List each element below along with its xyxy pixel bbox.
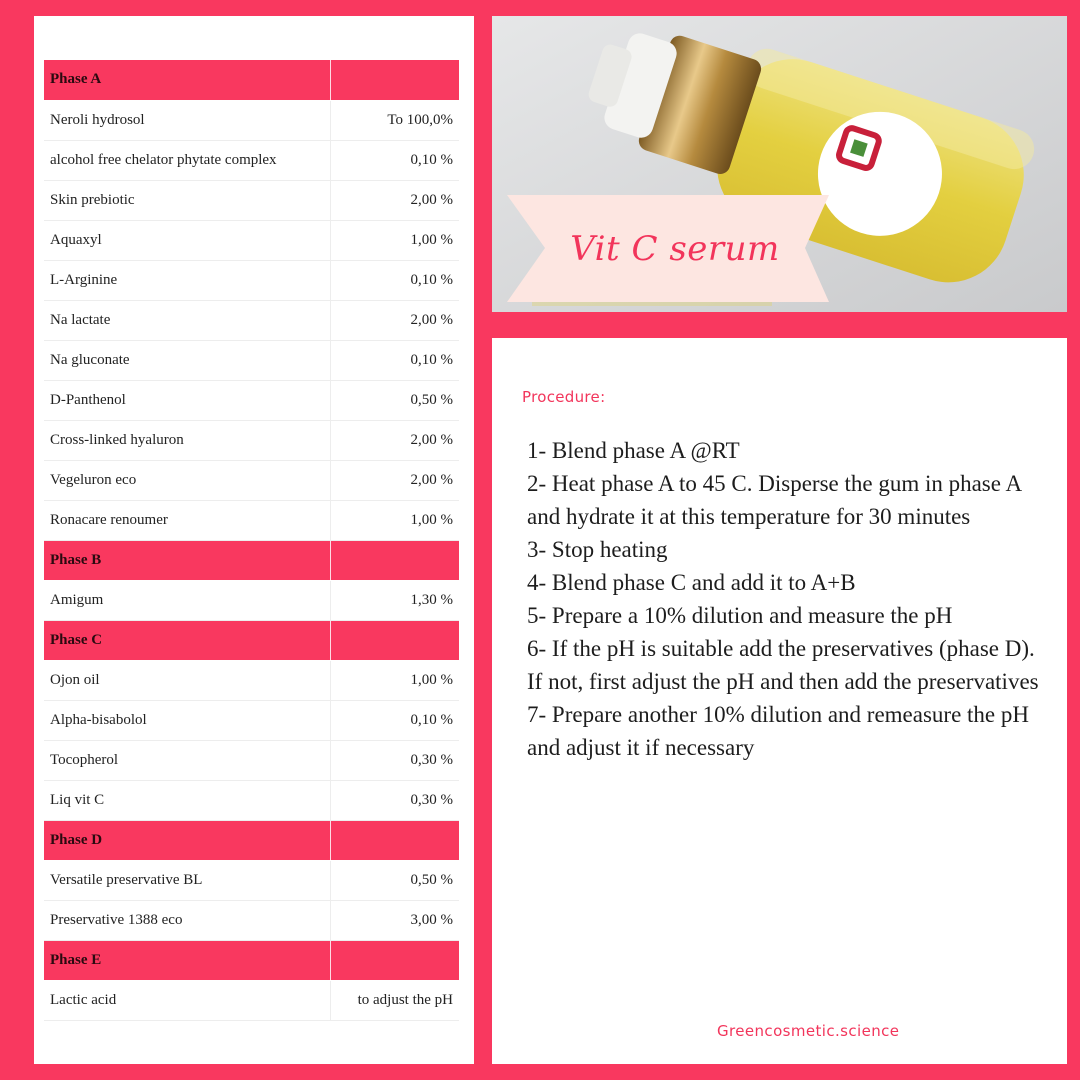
ingredient-amount: 0,10 % <box>330 140 459 180</box>
ingredient-amount: 1,00 % <box>330 660 459 700</box>
ingredient-name: D-Panthenol <box>44 380 330 420</box>
ingredient-amount: 1,00 % <box>330 220 459 260</box>
phase-header-row <box>44 620 459 660</box>
ingredient-amount: 2,00 % <box>330 300 459 340</box>
ingredient-amount: 2,00 % <box>330 420 459 460</box>
ingredient-row <box>44 860 459 900</box>
ingredient-row <box>44 260 459 300</box>
procedure-step: 2- Heat phase A to 45 C. Disperse the gum in phase A and hydrate it at this temperature for 30 minutes <box>527 471 1021 529</box>
procedure-step: 1- Blend phase A @RT <box>527 438 740 463</box>
ingredient-amount: 0,30 % <box>330 740 459 780</box>
ingredient-amount: 1,00 % <box>330 500 459 540</box>
procedure-step: 7- Prepare another 10% dilution and remeasure the pH and adjust it if necessary <box>527 702 1029 760</box>
ingredient-name: Lactic acid <box>44 980 330 1020</box>
ingredient-name: Skin prebiotic <box>44 180 330 220</box>
ingredient-name: Na gluconate <box>44 340 330 380</box>
phase-header-row <box>44 540 459 580</box>
phase-label: Phase D <box>44 820 330 860</box>
ingredient-name: Amigum <box>44 580 330 620</box>
ingredient-row <box>44 140 459 180</box>
ingredient-amount: 0,10 % <box>330 260 459 300</box>
ingredient-amount: 2,00 % <box>330 460 459 500</box>
ingredient-row <box>44 460 459 500</box>
ingredient-row <box>44 180 459 220</box>
phase-amount-cell <box>330 60 459 100</box>
phase-label: Phase B <box>44 540 330 580</box>
procedure-step: 5- Prepare a 10% dilution and measure the pH <box>527 603 953 628</box>
ingredient-row <box>44 220 459 260</box>
ingredient-row <box>44 340 459 380</box>
procedure-title: Procedure: <box>522 388 606 406</box>
ingredient-amount: 0,50 % <box>330 380 459 420</box>
procedure-steps <box>527 434 1047 764</box>
ingredient-amount: To 100,0% <box>330 100 459 140</box>
phase-amount-cell <box>330 940 459 980</box>
ingredient-amount: 0,10 % <box>330 700 459 740</box>
ingredient-name: Ronacare renoumer <box>44 500 330 540</box>
ingredient-amount: 1,30 % <box>330 580 459 620</box>
ingredient-row <box>44 380 459 420</box>
phase-header-row <box>44 940 459 980</box>
ingredient-row <box>44 420 459 460</box>
ingredient-name: Tocopherol <box>44 740 330 780</box>
procedure-step: 6- If the pH is suitable add the preservatives (phase D). If not, first adjust the pH and then add the preservatives <box>527 636 1039 694</box>
procedure-step: 3- Stop heating <box>527 537 668 562</box>
ingredient-row <box>44 780 459 820</box>
phase-amount-cell <box>330 540 459 580</box>
ingredient-name: Ojon oil <box>44 660 330 700</box>
ingredient-amount: to adjust the pH <box>330 980 459 1020</box>
ingredient-row <box>44 100 459 140</box>
ingredient-row <box>44 660 459 700</box>
page-title: Vit C serum <box>570 228 780 269</box>
ingredient-row <box>44 700 459 740</box>
ingredient-amount: 0,10 % <box>330 340 459 380</box>
ingredient-name: Na lactate <box>44 300 330 340</box>
ingredient-name: Preservative 1388 eco <box>44 900 330 940</box>
phase-label: Phase C <box>44 620 330 660</box>
ingredient-amount: 3,00 % <box>330 900 459 940</box>
formula-table <box>44 60 459 1021</box>
ingredient-row <box>44 500 459 540</box>
ingredient-row <box>44 900 459 940</box>
ingredient-row <box>44 300 459 340</box>
ingredient-amount: 2,00 % <box>330 180 459 220</box>
procedure-card <box>492 338 1067 1064</box>
ingredient-name: Alpha-bisabolol <box>44 700 330 740</box>
ingredient-row <box>44 740 459 780</box>
phase-amount-cell <box>330 620 459 660</box>
ingredient-name: Vegeluron eco <box>44 460 330 500</box>
ingredient-name: Neroli hydrosol <box>44 100 330 140</box>
ingredient-name: Liq vit C <box>44 780 330 820</box>
phase-header-row <box>44 820 459 860</box>
ingredient-amount: 0,50 % <box>330 860 459 900</box>
ingredient-amount: 0,30 % <box>330 780 459 820</box>
ingredient-row <box>44 580 459 620</box>
footer-credit: Greencosmetic.science <box>717 1022 900 1040</box>
ingredient-name: Cross-linked hyaluron <box>44 420 330 460</box>
phase-amount-cell <box>330 820 459 860</box>
procedure-step: 4- Blend phase C and add it to A+B <box>527 570 856 595</box>
ingredient-name: alcohol free chelator phytate complex <box>44 140 330 180</box>
ingredient-row <box>44 980 459 1020</box>
ingredient-name: L-Arginine <box>44 260 330 300</box>
ingredient-name: Versatile preservative BL <box>44 860 330 900</box>
phase-label: Phase E <box>44 940 330 980</box>
phase-header-row <box>44 60 459 100</box>
formula-card <box>34 16 474 1064</box>
ingredient-name: Aquaxyl <box>44 220 330 260</box>
phase-label: Phase A <box>44 60 330 100</box>
